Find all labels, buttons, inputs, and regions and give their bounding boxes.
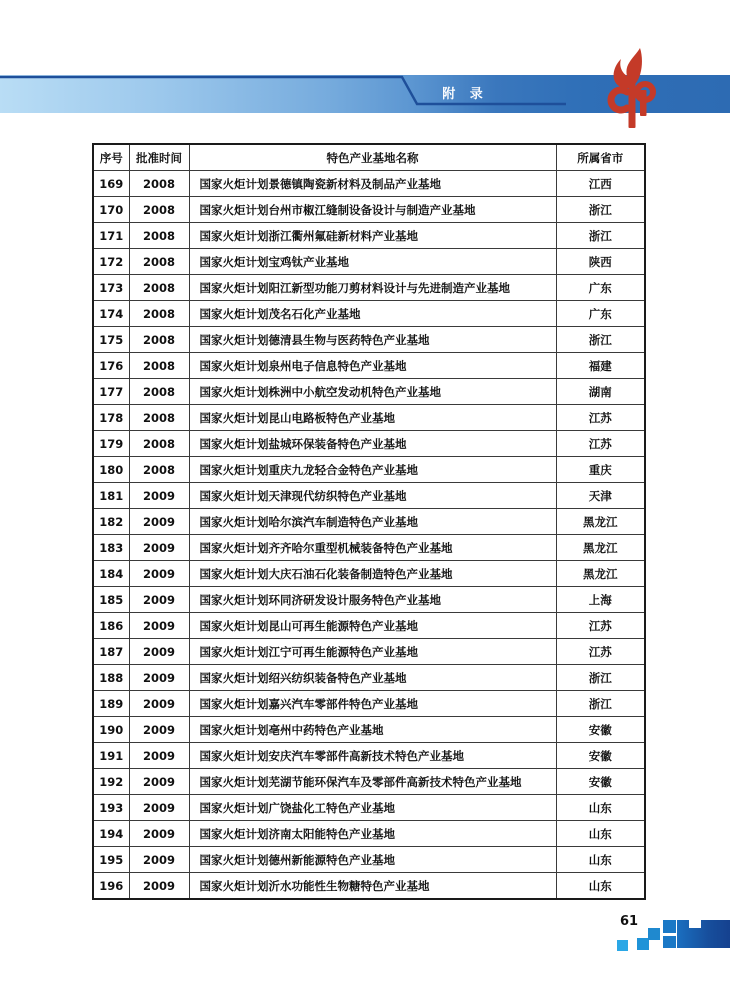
cell-name: 国家火炬计划大庆石油石化装备制造特色产业基地 xyxy=(189,561,556,587)
col-header-province: 所属省市 xyxy=(556,144,645,171)
cell-no: 181 xyxy=(93,483,129,509)
cell-no: 178 xyxy=(93,405,129,431)
cell-year: 2009 xyxy=(129,873,189,900)
cell-province: 天津 xyxy=(556,483,645,509)
cell-name: 国家火炬计划盐城环保装备特色产业基地 xyxy=(189,431,556,457)
table-row xyxy=(93,353,645,379)
cell-province: 浙江 xyxy=(556,223,645,249)
table-row xyxy=(93,275,645,301)
table-row xyxy=(93,743,645,769)
header-bar xyxy=(0,75,730,113)
table-row xyxy=(93,509,645,535)
cell-year: 2008 xyxy=(129,275,189,301)
cell-province: 江西 xyxy=(556,171,645,197)
table-row xyxy=(93,249,645,275)
cell-no: 184 xyxy=(93,561,129,587)
table-row xyxy=(93,769,645,795)
cell-no: 186 xyxy=(93,613,129,639)
table-row xyxy=(93,613,645,639)
cell-name: 国家火炬计划嘉兴汽车零部件特色产业基地 xyxy=(189,691,556,717)
cell-year: 2008 xyxy=(129,353,189,379)
industrial-bases-table xyxy=(92,143,646,900)
cell-year: 2009 xyxy=(129,691,189,717)
cell-province: 浙江 xyxy=(556,665,645,691)
cell-year: 2008 xyxy=(129,223,189,249)
cell-year: 2008 xyxy=(129,431,189,457)
cell-no: 179 xyxy=(93,431,129,457)
cell-province: 浙江 xyxy=(556,691,645,717)
cell-province: 上海 xyxy=(556,587,645,613)
cell-no: 188 xyxy=(93,665,129,691)
cell-year: 2009 xyxy=(129,743,189,769)
table-row xyxy=(93,821,645,847)
table-row xyxy=(93,665,645,691)
cell-province: 山东 xyxy=(556,873,645,900)
table-row xyxy=(93,171,645,197)
table-row xyxy=(93,561,645,587)
mosaic-square xyxy=(663,936,676,948)
cell-year: 2009 xyxy=(129,535,189,561)
cell-year: 2009 xyxy=(129,639,189,665)
table-row xyxy=(93,691,645,717)
table-row xyxy=(93,457,645,483)
cell-no: 174 xyxy=(93,301,129,327)
cell-name: 国家火炬计划亳州中药特色产业基地 xyxy=(189,717,556,743)
table-container xyxy=(92,143,646,900)
cell-year: 2009 xyxy=(129,613,189,639)
cell-name: 国家火炬计划江宁可再生能源特色产业基地 xyxy=(189,639,556,665)
cell-year: 2008 xyxy=(129,171,189,197)
mosaic-block xyxy=(677,920,730,948)
cell-name: 国家火炬计划阳江新型功能刀剪材料设计与先进制造产业基地 xyxy=(189,275,556,301)
cell-province: 重庆 xyxy=(556,457,645,483)
table-row xyxy=(93,301,645,327)
cell-no: 196 xyxy=(93,873,129,900)
cell-name: 国家火炬计划宝鸡钛产业基地 xyxy=(189,249,556,275)
cell-year: 2009 xyxy=(129,665,189,691)
mosaic-square xyxy=(663,920,676,933)
cell-no: 172 xyxy=(93,249,129,275)
section-title: 附 录 xyxy=(442,87,488,102)
torch-flame-logo-icon xyxy=(600,48,662,130)
cell-province: 浙江 xyxy=(556,327,645,353)
table-row xyxy=(93,405,645,431)
cell-year: 2009 xyxy=(129,483,189,509)
cell-name: 国家火炬计划德州新能源特色产业基地 xyxy=(189,847,556,873)
cell-name: 国家火炬计划芜湖节能环保汽车及零部件高新技术特色产业基地 xyxy=(189,769,556,795)
mosaic-notch xyxy=(689,920,701,928)
cell-year: 2008 xyxy=(129,249,189,275)
table-row xyxy=(93,379,645,405)
cell-province: 安徽 xyxy=(556,769,645,795)
cell-province: 江苏 xyxy=(556,431,645,457)
cell-province: 江苏 xyxy=(556,405,645,431)
cell-province: 江苏 xyxy=(556,613,645,639)
cell-province: 湖南 xyxy=(556,379,645,405)
cell-no: 180 xyxy=(93,457,129,483)
cell-province: 山东 xyxy=(556,847,645,873)
cell-no: 182 xyxy=(93,509,129,535)
cell-year: 2009 xyxy=(129,587,189,613)
cell-no: 194 xyxy=(93,821,129,847)
col-header-year: 批准时间 xyxy=(129,144,189,171)
cell-year: 2009 xyxy=(129,561,189,587)
cell-name: 国家火炬计划哈尔滨汽车制造特色产业基地 xyxy=(189,509,556,535)
cell-name: 国家火炬计划茂名石化产业基地 xyxy=(189,301,556,327)
cell-name: 国家火炬计划广饶盐化工特色产业基地 xyxy=(189,795,556,821)
cell-year: 2008 xyxy=(129,197,189,223)
cell-no: 170 xyxy=(93,197,129,223)
cell-name: 国家火炬计划昆山电路板特色产业基地 xyxy=(189,405,556,431)
cell-name: 国家火炬计划济南太阳能特色产业基地 xyxy=(189,821,556,847)
cell-no: 185 xyxy=(93,587,129,613)
cell-no: 195 xyxy=(93,847,129,873)
cell-no: 187 xyxy=(93,639,129,665)
col-header-no: 序号 xyxy=(93,144,129,171)
cell-name: 国家火炬计划环同济研发设计服务特色产业基地 xyxy=(189,587,556,613)
cell-province: 黑龙江 xyxy=(556,561,645,587)
cell-name: 国家火炬计划台州市椒江缝制设备设计与制造产业基地 xyxy=(189,197,556,223)
cell-year: 2008 xyxy=(129,379,189,405)
cell-year: 2008 xyxy=(129,405,189,431)
table-row xyxy=(93,587,645,613)
cell-province: 山东 xyxy=(556,821,645,847)
cell-no: 193 xyxy=(93,795,129,821)
cell-name: 国家火炬计划德清县生物与医药特色产业基地 xyxy=(189,327,556,353)
table-row xyxy=(93,847,645,873)
cell-name: 国家火炬计划泉州电子信息特色产业基地 xyxy=(189,353,556,379)
table-row xyxy=(93,795,645,821)
cell-province: 广东 xyxy=(556,301,645,327)
cell-province: 黑龙江 xyxy=(556,509,645,535)
cell-province: 安徽 xyxy=(556,743,645,769)
cell-province: 江苏 xyxy=(556,639,645,665)
cell-no: 190 xyxy=(93,717,129,743)
cell-province: 安徽 xyxy=(556,717,645,743)
cell-province: 黑龙江 xyxy=(556,535,645,561)
page-number: 61 xyxy=(620,914,639,929)
cell-province: 山东 xyxy=(556,795,645,821)
cell-year: 2009 xyxy=(129,795,189,821)
table-row xyxy=(93,223,645,249)
cell-province: 浙江 xyxy=(556,197,645,223)
table-row xyxy=(93,431,645,457)
table-row xyxy=(93,535,645,561)
table-row xyxy=(93,639,645,665)
cell-no: 176 xyxy=(93,353,129,379)
cell-no: 189 xyxy=(93,691,129,717)
cell-name: 国家火炬计划天津现代纺织特色产业基地 xyxy=(189,483,556,509)
table-row xyxy=(93,873,645,900)
table-row xyxy=(93,717,645,743)
table-row xyxy=(93,483,645,509)
cell-name: 国家火炬计划昆山可再生能源特色产业基地 xyxy=(189,613,556,639)
table-body xyxy=(93,171,645,900)
cell-province: 陕西 xyxy=(556,249,645,275)
cell-no: 173 xyxy=(93,275,129,301)
cell-year: 2008 xyxy=(129,327,189,353)
cell-year: 2009 xyxy=(129,821,189,847)
cell-year: 2009 xyxy=(129,717,189,743)
cell-province: 广东 xyxy=(556,275,645,301)
cell-year: 2008 xyxy=(129,457,189,483)
table-header-row xyxy=(93,144,645,171)
cell-name: 国家火炬计划沂水功能性生物糖特色产业基地 xyxy=(189,873,556,900)
cell-name: 国家火炬计划绍兴纺织装备特色产业基地 xyxy=(189,665,556,691)
table-row xyxy=(93,327,645,353)
table-row xyxy=(93,197,645,223)
cell-year: 2009 xyxy=(129,769,189,795)
cell-no: 177 xyxy=(93,379,129,405)
cell-year: 2008 xyxy=(129,301,189,327)
cell-no: 169 xyxy=(93,171,129,197)
mosaic-square xyxy=(617,940,628,951)
cell-no: 183 xyxy=(93,535,129,561)
cell-name: 国家火炬计划安庆汽车零部件高新技术特色产业基地 xyxy=(189,743,556,769)
cell-name: 国家火炬计划重庆九龙轻合金特色产业基地 xyxy=(189,457,556,483)
col-header-name: 特色产业基地名称 xyxy=(189,144,556,171)
cell-year: 2009 xyxy=(129,509,189,535)
cell-no: 192 xyxy=(93,769,129,795)
cell-name: 国家火炬计划齐齐哈尔重型机械装备特色产业基地 xyxy=(189,535,556,561)
cell-name: 国家火炬计划景德镇陶瓷新材料及制品产业基地 xyxy=(189,171,556,197)
cell-name: 国家火炬计划株洲中小航空发动机特色产业基地 xyxy=(189,379,556,405)
cell-year: 2009 xyxy=(129,847,189,873)
cell-no: 171 xyxy=(93,223,129,249)
mosaic-square xyxy=(648,928,660,940)
cell-province: 福建 xyxy=(556,353,645,379)
cell-no: 175 xyxy=(93,327,129,353)
cell-name: 国家火炬计划浙江衢州氟硅新材料产业基地 xyxy=(189,223,556,249)
cell-no: 191 xyxy=(93,743,129,769)
